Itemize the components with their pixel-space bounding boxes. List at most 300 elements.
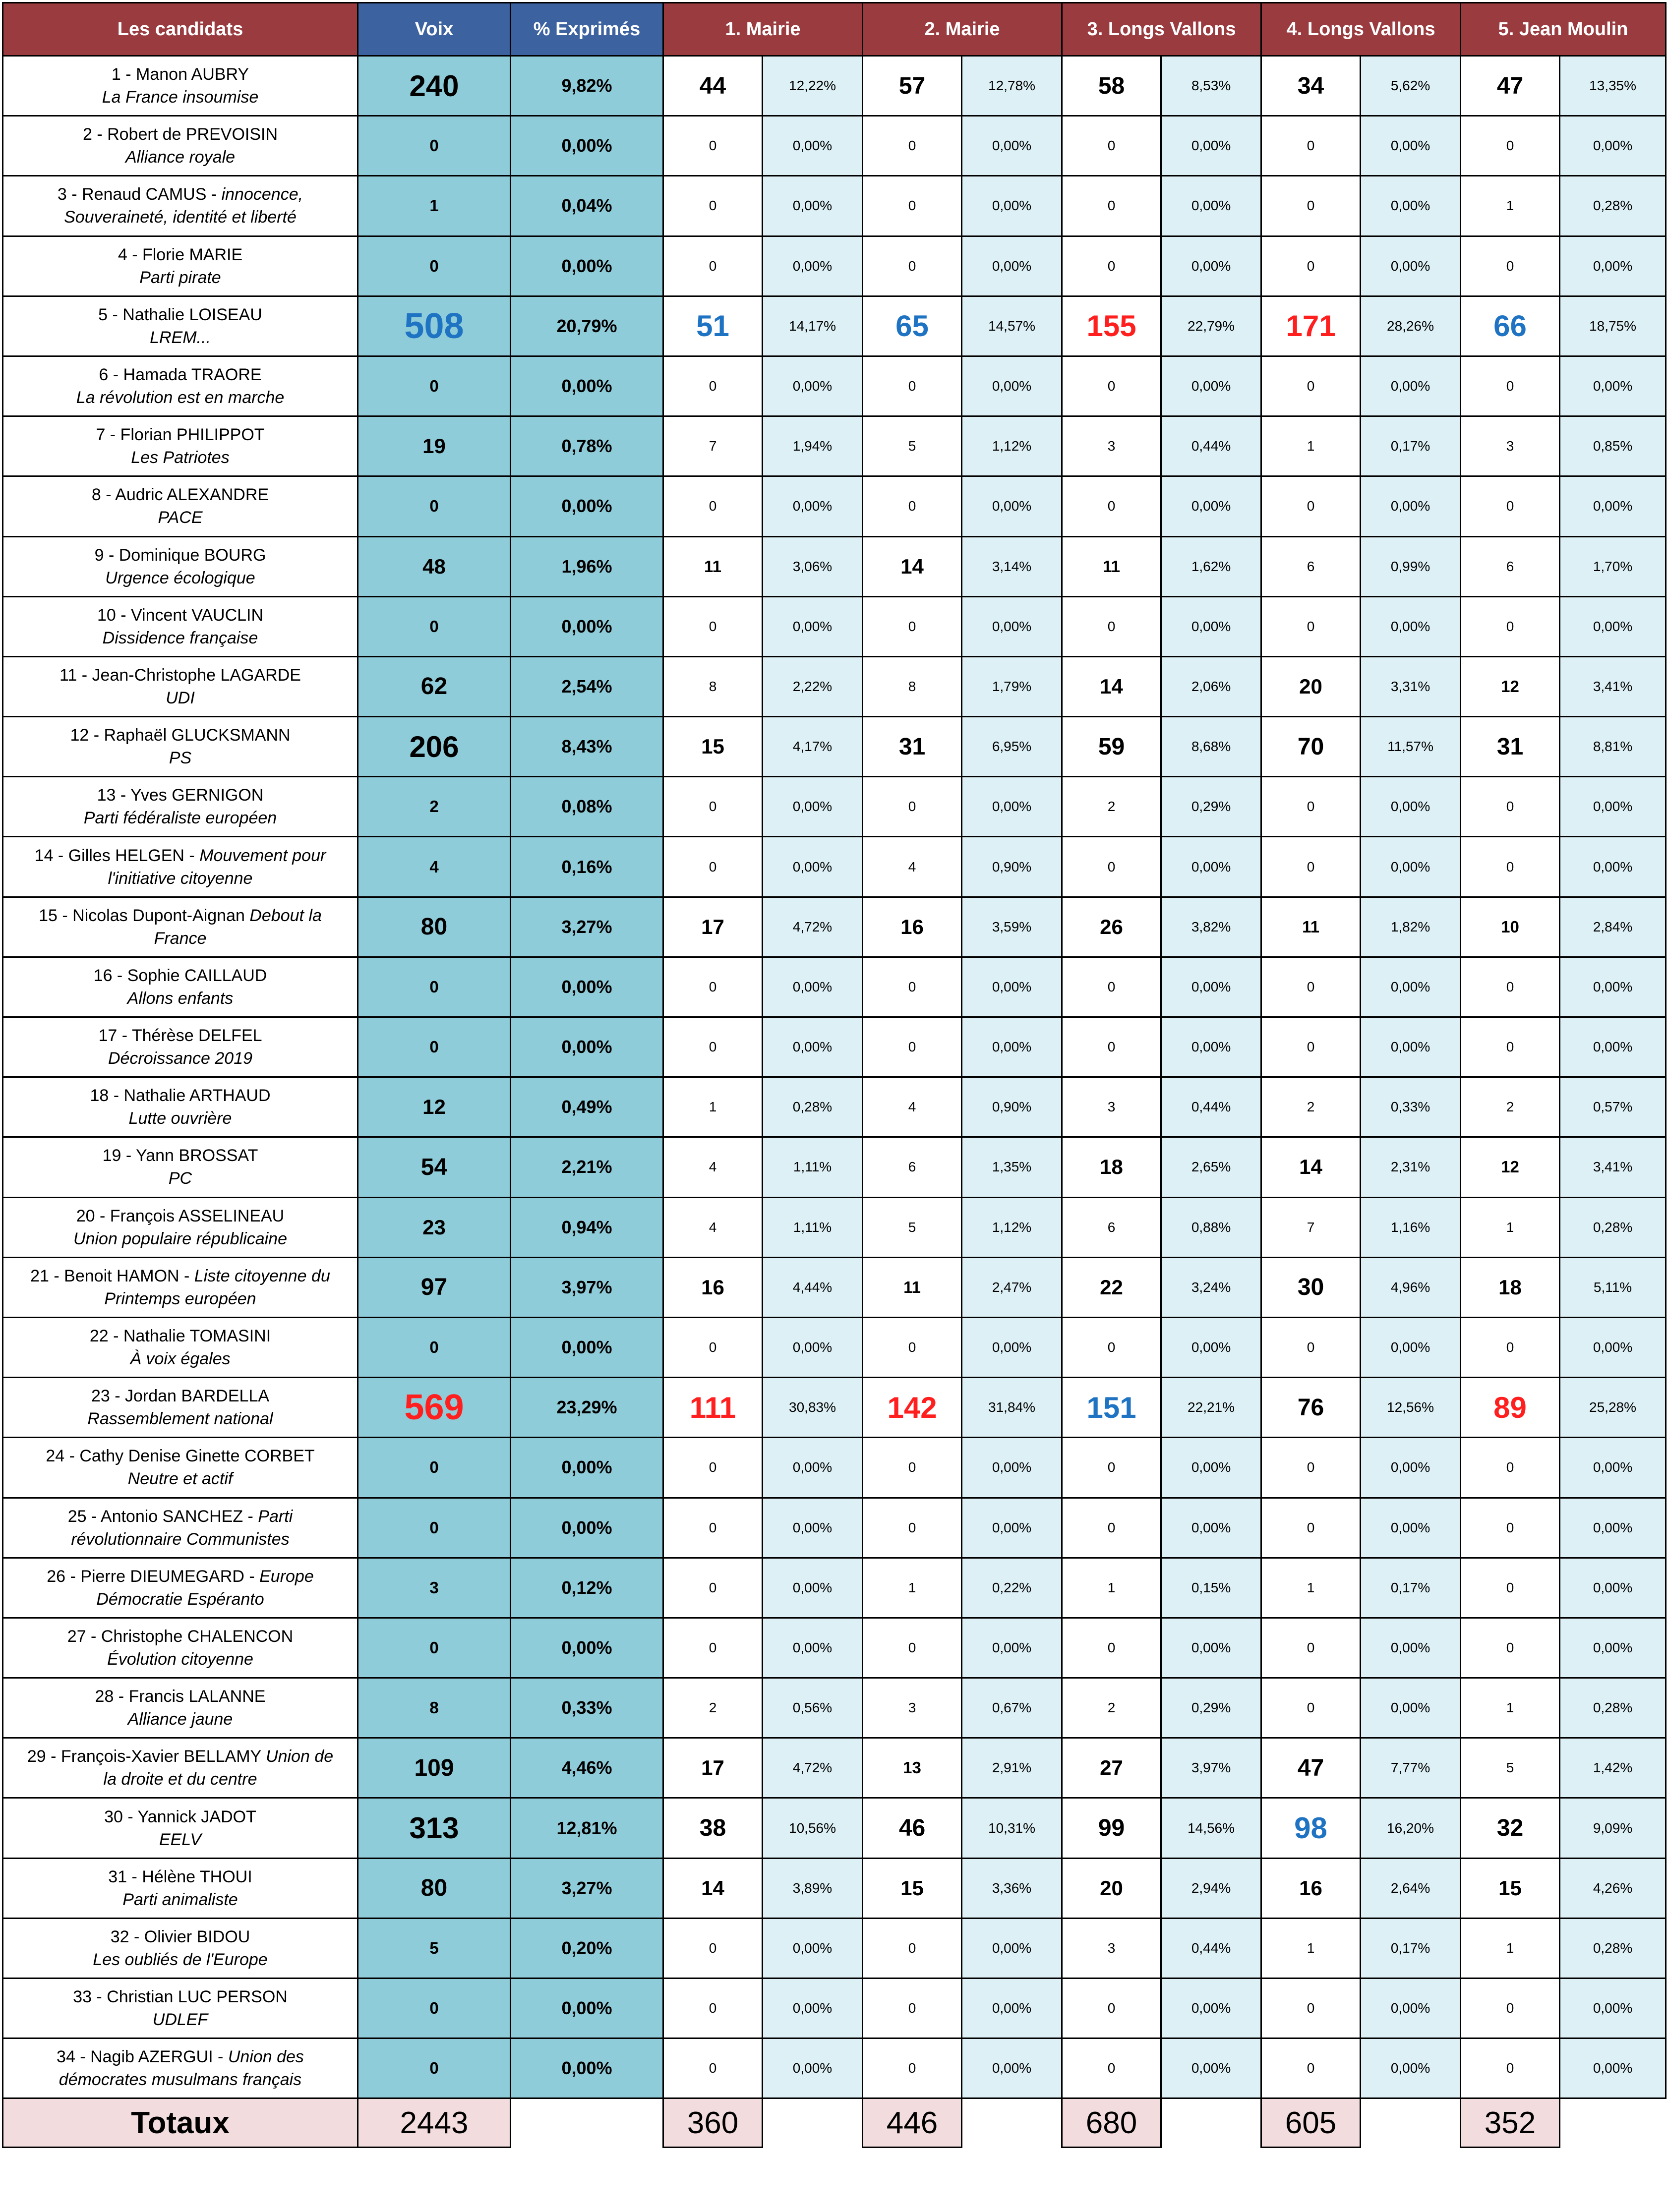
bureau-5-voix: 0 <box>1461 1558 1560 1618</box>
candidate-name-text: 30 - Yannick JADOT <box>104 1807 256 1826</box>
bureau-5-voix: 0 <box>1461 596 1560 656</box>
bureau-1-voix: 2 <box>663 1678 763 1738</box>
bureau-3-voix: 0 <box>1062 1438 1161 1498</box>
voix-value: 54 <box>358 1137 511 1197</box>
candidate-party: Neutre et actif <box>127 1469 233 1489</box>
bureau-5-pct: 0,00% <box>1560 837 1666 897</box>
bureau-2-pct: 0,00% <box>962 1317 1062 1377</box>
results-table <box>2 2 1667 2148</box>
bureau-1-voix: 0 <box>663 1017 763 1077</box>
pct-exprimes-value: 2,21% <box>511 1137 663 1197</box>
bureau-5-pct: 0,00% <box>1560 1438 1666 1498</box>
bureau-4-voix: 14 <box>1261 1137 1361 1197</box>
bureau-3-voix: 151 <box>1062 1378 1161 1438</box>
candidate-name-text: 20 - François ASSELINEAU <box>76 1206 285 1225</box>
bureau-3-pct: 0,29% <box>1161 777 1261 837</box>
header-voix[interactable]: Voix <box>358 3 511 56</box>
bureau-2-pct: 0,90% <box>962 1077 1062 1137</box>
candidate-name-text: 22 - Nathalie TOMASINI <box>89 1327 271 1346</box>
candidate-name <box>3 1805 357 1828</box>
candidate-name-text: 7 - Florian PHILIPPOT <box>96 425 265 445</box>
candidate-party: Démocratie Espéranto <box>96 1589 264 1609</box>
table-row <box>3 1558 1666 1618</box>
bureau-5-pct: 0,28% <box>1560 1678 1666 1738</box>
bureau-2-voix: 0 <box>863 1317 962 1377</box>
bureau-5-voix: 0 <box>1461 1979 1560 2038</box>
bureau-4-pct: 0,00% <box>1361 1438 1461 1498</box>
totals-voix: 2443 <box>358 2098 511 2148</box>
table-row <box>3 1257 1666 1317</box>
candidate-party: Parti pirate <box>139 268 221 287</box>
bureau-3-pct: 0,00% <box>1161 1498 1261 1558</box>
candidate-list-name: Europe <box>259 1567 314 1586</box>
bureau-2-voix: 0 <box>863 1918 962 1978</box>
bureau-3-pct: 3,24% <box>1161 1257 1261 1317</box>
bureau-4-voix: 47 <box>1261 1738 1361 1798</box>
bureau-3-voix: 11 <box>1062 536 1161 596</box>
bureau-3-voix: 26 <box>1062 897 1161 957</box>
bureau-5-voix: 66 <box>1461 296 1560 356</box>
candidate-party: démocrates musulmans français <box>59 2070 302 2090</box>
bureau-1-pct: 4,72% <box>763 1738 863 1798</box>
bureau-2-pct: 0,00% <box>962 176 1062 236</box>
bureau-3-voix: 0 <box>1062 236 1161 296</box>
candidate-party: PS <box>169 749 192 768</box>
bureau-3-voix: 3 <box>1062 1918 1161 1978</box>
bureau-4-voix: 34 <box>1261 56 1361 116</box>
candidate-name-text: 32 - Olivier BIDOU <box>110 1927 250 1946</box>
bureau-3-pct: 0,15% <box>1161 1558 1261 1618</box>
candidate-party: Union populaire républicaine <box>73 1229 287 1248</box>
pct-exprimes-value: 0,00% <box>511 356 663 416</box>
totals-spacer <box>511 2098 663 2148</box>
bureau-4-voix: 0 <box>1261 777 1361 837</box>
bureau-5-voix: 89 <box>1461 1378 1560 1438</box>
bureau-5-pct: 25,28% <box>1560 1378 1666 1438</box>
bureau-2-pct: 0,00% <box>962 1918 1062 1978</box>
candidate-name-text: 3 - Renaud CAMUS - <box>57 185 222 204</box>
bureau-1-pct: 1,11% <box>763 1197 863 1257</box>
bureau-3-voix: 3 <box>1062 1077 1161 1137</box>
table-row <box>3 1017 1666 1077</box>
bureau-1-pct: 0,56% <box>763 1678 863 1738</box>
bureau-1-pct: 0,00% <box>763 837 863 897</box>
candidate-party: révolutionnaire Communistes <box>71 1529 290 1549</box>
table-row <box>3 1137 1666 1197</box>
pct-exprimes-value: 3,27% <box>511 897 663 957</box>
bureau-1-voix: 0 <box>663 1918 763 1978</box>
bureau-5-voix: 5 <box>1461 1738 1560 1798</box>
candidate-name <box>3 724 357 747</box>
totals-bureau-4: 605 <box>1261 2098 1361 2148</box>
voix-value: 569 <box>358 1378 511 1438</box>
bureau-3-pct: 0,44% <box>1161 1077 1261 1137</box>
bureau-3-voix: 27 <box>1062 1738 1161 1798</box>
bureau-1-pct: 0,00% <box>763 1317 863 1377</box>
bureau-2-voix: 57 <box>863 56 962 116</box>
bureau-3-pct: 22,79% <box>1161 296 1261 356</box>
candidate-list-name: Union des <box>228 2047 304 2067</box>
bureau-5-pct: 0,00% <box>1560 1317 1666 1377</box>
candidate-name <box>3 844 357 867</box>
candidate-cell <box>3 1137 358 1197</box>
bureau-1-pct: 0,00% <box>763 236 863 296</box>
bureau-3-pct: 8,68% <box>1161 717 1261 777</box>
candidate-list-name: Union de <box>266 1747 334 1766</box>
candidate-cell <box>3 1077 358 1137</box>
bureau-2-voix: 46 <box>863 1798 962 1858</box>
bureau-1-voix: 38 <box>663 1798 763 1858</box>
bureau-3-voix: 0 <box>1062 1317 1161 1377</box>
candidate-name-text: 8 - Audric ALEXANDRE <box>91 485 269 505</box>
bureau-4-pct: 0,33% <box>1361 1077 1461 1137</box>
bureau-4-pct: 11,57% <box>1361 717 1461 777</box>
bureau-2-pct: 0,00% <box>962 1979 1062 2038</box>
pct-exprimes-value: 0,12% <box>511 1558 663 1618</box>
pct-exprimes-value: 0,00% <box>511 476 663 536</box>
bureau-2-voix: 6 <box>863 1137 962 1197</box>
bureau-1-pct: 0,00% <box>763 777 863 837</box>
bureau-2-pct: 10,31% <box>962 1798 1062 1858</box>
candidate-name <box>3 604 357 627</box>
bureau-1-voix: 0 <box>663 176 763 236</box>
table-row <box>3 717 1666 777</box>
candidate-name-text: 4 - Florie MARIE <box>118 245 243 264</box>
candidate-cell <box>3 777 358 837</box>
candidate-cell <box>3 1017 358 1077</box>
bureau-4-pct: 0,00% <box>1361 176 1461 236</box>
bureau-4-pct: 0,17% <box>1361 1918 1461 1978</box>
voix-value: 0 <box>358 596 511 656</box>
bureau-2-pct: 0,00% <box>962 236 1062 296</box>
table-row <box>3 296 1666 356</box>
bureau-4-pct: 0,00% <box>1361 777 1461 837</box>
bureau-5-pct: 0,00% <box>1560 1618 1666 1678</box>
pct-exprimes-value: 3,97% <box>511 1257 663 1317</box>
header-row <box>3 3 1666 56</box>
table-row <box>3 1738 1666 1798</box>
voix-value: 2 <box>358 777 511 837</box>
voix-value: 48 <box>358 536 511 596</box>
bureau-3-pct: 0,29% <box>1161 1678 1261 1738</box>
candidate-name <box>3 1565 357 1588</box>
bureau-2-voix: 0 <box>863 957 962 1017</box>
candidate-name-text: 19 - Yann BROSSAT <box>102 1146 258 1165</box>
bureau-5-voix: 1 <box>1461 176 1560 236</box>
candidate-name-text: 15 - Nicolas Dupont-Aignan <box>39 906 250 925</box>
totals-label: Totaux <box>3 2098 358 2148</box>
header-bureau-5[interactable]: 5. Jean Moulin <box>1461 3 1666 56</box>
bureau-3-voix: 155 <box>1062 296 1161 356</box>
candidate-name <box>3 1205 357 1227</box>
bureau-3-voix: 3 <box>1062 416 1161 476</box>
bureau-5-voix: 0 <box>1461 1317 1560 1377</box>
bureau-5-pct: 1,70% <box>1560 536 1666 596</box>
bureau-1-voix: 0 <box>663 1438 763 1498</box>
candidate-list-name: Mouvement pour <box>199 846 326 865</box>
bureau-5-pct: 4,26% <box>1560 1858 1666 1918</box>
bureau-5-voix: 32 <box>1461 1798 1560 1858</box>
bureau-1-voix: 0 <box>663 1317 763 1377</box>
bureau-3-pct: 3,97% <box>1161 1738 1261 1798</box>
bureau-4-voix: 0 <box>1261 957 1361 1017</box>
bureau-2-voix: 0 <box>863 596 962 656</box>
bureau-5-voix: 0 <box>1461 1438 1560 1498</box>
bureau-4-pct: 0,00% <box>1361 236 1461 296</box>
bureau-1-voix: 44 <box>663 56 763 116</box>
header-pct-exprimes[interactable]: % Exprimés <box>511 3 663 56</box>
bureau-1-voix: 0 <box>663 596 763 656</box>
bureau-1-pct: 0,00% <box>763 1438 863 1498</box>
bureau-1-voix: 4 <box>663 1197 763 1257</box>
bureau-2-voix: 0 <box>863 1618 962 1678</box>
bureau-1-pct: 4,44% <box>763 1257 863 1317</box>
pct-exprimes-value: 0,00% <box>511 596 663 656</box>
bureau-2-voix: 0 <box>863 176 962 236</box>
totals-spacer <box>1361 2098 1461 2148</box>
bureau-5-pct: 0,00% <box>1560 1979 1666 2038</box>
bureau-4-pct: 5,62% <box>1361 56 1461 116</box>
candidate-name <box>3 123 357 146</box>
bureau-4-pct: 16,20% <box>1361 1798 1461 1858</box>
candidate-party: Rassemblement national <box>87 1409 273 1429</box>
bureau-1-pct: 0,00% <box>763 1979 863 2038</box>
candidate-name <box>3 1925 357 1948</box>
bureau-1-voix: 17 <box>663 1738 763 1798</box>
bureau-5-voix: 2 <box>1461 1077 1560 1137</box>
bureau-2-pct: 0,00% <box>962 596 1062 656</box>
candidate-cell <box>3 1438 358 1498</box>
candidate-name <box>3 1385 357 1407</box>
candidate-party: PACE <box>158 508 203 527</box>
candidate-cell <box>3 356 358 416</box>
totals-bureau-1: 360 <box>663 2098 763 2148</box>
bureau-4-pct: 3,31% <box>1361 656 1461 716</box>
bureau-4-voix: 0 <box>1261 236 1361 296</box>
header-bureau-3[interactable]: 3. Longs Vallons <box>1062 3 1261 56</box>
bureau-4-voix: 171 <box>1261 296 1361 356</box>
candidate-cell <box>3 1558 358 1618</box>
bureau-2-pct: 0,00% <box>962 1017 1062 1077</box>
bureau-2-voix: 0 <box>863 1979 962 2038</box>
pct-exprimes-value: 0,00% <box>511 116 663 176</box>
totals-bureau-3: 680 <box>1062 2098 1161 2148</box>
bureau-4-voix: 0 <box>1261 1017 1361 1077</box>
bureau-5-voix: 10 <box>1461 897 1560 957</box>
candidate-list-name: Debout la <box>249 906 322 925</box>
bureau-2-voix: 0 <box>863 777 962 837</box>
bureau-3-voix: 1 <box>1062 1558 1161 1618</box>
bureau-1-voix: 0 <box>663 1979 763 2038</box>
bureau-5-voix: 0 <box>1461 356 1560 416</box>
candidate-cell <box>3 536 358 596</box>
table-row <box>3 1918 1666 1978</box>
candidate-name <box>3 1325 357 1347</box>
bureau-5-pct: 0,28% <box>1560 1918 1666 1978</box>
bureau-3-voix: 0 <box>1062 596 1161 656</box>
bureau-4-pct: 1,82% <box>1361 897 1461 957</box>
bureau-5-pct: 1,42% <box>1560 1738 1666 1798</box>
bureau-4-pct: 0,17% <box>1361 416 1461 476</box>
pct-exprimes-value: 8,43% <box>511 717 663 777</box>
bureau-3-pct: 0,88% <box>1161 1197 1261 1257</box>
bureau-5-pct: 0,28% <box>1560 176 1666 236</box>
bureau-4-voix: 1 <box>1261 1918 1361 1978</box>
bureau-2-voix: 8 <box>863 656 962 716</box>
bureau-3-voix: 0 <box>1062 1017 1161 1077</box>
candidate-name-text: 11 - Jean-Christophe LAGARDE <box>60 665 301 685</box>
table-row <box>3 56 1666 116</box>
bureau-5-pct: 0,00% <box>1560 2038 1666 2098</box>
bureau-1-voix: 51 <box>663 296 763 356</box>
voix-value: 0 <box>358 116 511 176</box>
voix-value: 240 <box>358 56 511 116</box>
candidate-cell <box>3 596 358 656</box>
bureau-5-pct: 0,00% <box>1560 1017 1666 1077</box>
bureau-4-pct: 7,77% <box>1361 1738 1461 1798</box>
bureau-2-voix: 1 <box>863 1558 962 1618</box>
bureau-4-voix: 70 <box>1261 717 1361 777</box>
bureau-2-pct: 1,12% <box>962 1197 1062 1257</box>
candidate-party: Printemps européen <box>104 1289 256 1308</box>
candidate-party: La France insoumise <box>102 88 259 107</box>
bureau-4-voix: 7 <box>1261 1197 1361 1257</box>
pct-exprimes-value: 0,33% <box>511 1678 663 1738</box>
bureau-5-pct: 3,41% <box>1560 1137 1666 1197</box>
bureau-1-pct: 0,00% <box>763 596 863 656</box>
bureau-2-voix: 31 <box>863 717 962 777</box>
voix-value: 0 <box>358 1498 511 1558</box>
bureau-3-voix: 0 <box>1062 356 1161 416</box>
candidate-name-text: 24 - Cathy Denise Ginette CORBET <box>46 1447 315 1466</box>
bureau-1-voix: 0 <box>663 116 763 176</box>
header-bureau-2[interactable]: 2. Mairie <box>863 3 1062 56</box>
candidate-party: Dissidence française <box>102 628 258 647</box>
voix-value: 0 <box>358 1017 511 1077</box>
bureau-2-voix: 0 <box>863 476 962 536</box>
bureau-1-voix: 111 <box>663 1378 763 1438</box>
bureau-2-pct: 0,67% <box>962 1678 1062 1738</box>
bureau-3-voix: 58 <box>1062 56 1161 116</box>
bureau-5-pct: 0,00% <box>1560 777 1666 837</box>
bureau-2-voix: 0 <box>863 2038 962 2098</box>
bureau-1-pct: 3,06% <box>763 536 863 596</box>
bureau-1-pct: 4,17% <box>763 717 863 777</box>
table-row <box>3 2038 1666 2098</box>
table-row <box>3 356 1666 416</box>
bureau-1-voix: 0 <box>663 2038 763 2098</box>
bureau-2-pct: 0,00% <box>962 2038 1062 2098</box>
candidate-party: Parti animaliste <box>122 1890 238 1909</box>
candidate-name-text: 26 - Pierre DIEUMEGARD - <box>47 1567 260 1586</box>
bureau-5-voix: 47 <box>1461 56 1560 116</box>
candidate-name <box>3 1685 357 1708</box>
candidate-name <box>3 1144 357 1167</box>
bureau-4-pct: 28,26% <box>1361 296 1461 356</box>
bureau-1-pct: 0,00% <box>763 1017 863 1077</box>
candidate-list-name: Liste citoyenne du <box>194 1266 330 1285</box>
bureau-5-voix: 15 <box>1461 1858 1560 1918</box>
header-candidates[interactable]: Les candidats <box>3 3 358 56</box>
voix-value: 12 <box>358 1077 511 1137</box>
bureau-3-voix: 2 <box>1062 1678 1161 1738</box>
bureau-3-pct: 0,00% <box>1161 1438 1261 1498</box>
candidate-name <box>3 1985 357 2008</box>
bureau-4-pct: 0,00% <box>1361 1618 1461 1678</box>
candidate-name <box>3 1745 357 1768</box>
candidate-party: Allons enfants <box>127 989 234 1008</box>
candidate-cell <box>3 1197 358 1257</box>
bureau-5-voix: 18 <box>1461 1257 1560 1317</box>
candidate-name-text: 9 - Dominique BOURG <box>94 545 266 565</box>
bureau-2-pct: 0,00% <box>962 356 1062 416</box>
totals-spacer <box>763 2098 863 2148</box>
candidate-cell <box>3 116 358 176</box>
bureau-4-voix: 0 <box>1261 596 1361 656</box>
bureau-4-voix: 0 <box>1261 1317 1361 1377</box>
bureau-3-pct: 0,00% <box>1161 2038 1261 2098</box>
bureau-2-voix: 4 <box>863 1077 962 1137</box>
candidate-cell <box>3 2038 358 2098</box>
candidate-cell <box>3 1738 358 1798</box>
candidate-party: Les oubliés de l'Europe <box>93 1950 268 1969</box>
candidate-cell <box>3 1378 358 1438</box>
bureau-3-pct: 0,00% <box>1161 116 1261 176</box>
candidate-cell <box>3 656 358 716</box>
bureau-1-voix: 8 <box>663 656 763 716</box>
candidate-name <box>3 183 357 206</box>
header-bureau-1[interactable]: 1. Mairie <box>663 3 863 56</box>
bureau-1-pct: 14,17% <box>763 296 863 356</box>
header-bureau-4[interactable]: 4. Longs Vallons <box>1261 3 1461 56</box>
voix-value: 0 <box>358 1317 511 1377</box>
table-row <box>3 837 1666 897</box>
candidate-name <box>3 363 357 386</box>
candidate-cell <box>3 416 358 476</box>
bureau-4-voix: 16 <box>1261 1858 1361 1918</box>
candidate-cell <box>3 717 358 777</box>
bureau-4-pct: 0,00% <box>1361 596 1461 656</box>
pct-exprimes-value: 0,08% <box>511 777 663 837</box>
bureau-1-voix: 15 <box>663 717 763 777</box>
candidate-name-text: 23 - Jordan BARDELLA <box>91 1387 270 1406</box>
voix-value: 1 <box>358 176 511 236</box>
bureau-4-pct: 0,00% <box>1361 116 1461 176</box>
candidate-name-text: 28 - Francis LALANNE <box>95 1687 266 1706</box>
candidate-name <box>3 544 357 567</box>
pct-exprimes-value: 4,46% <box>511 1738 663 1798</box>
bureau-2-pct: 0,00% <box>962 1438 1062 1498</box>
bureau-3-pct: 2,65% <box>1161 1137 1261 1197</box>
candidate-cell <box>3 957 358 1017</box>
candidate-name <box>3 1865 357 1888</box>
bureau-4-pct: 0,00% <box>1361 476 1461 536</box>
pct-exprimes-value: 0,00% <box>511 1498 663 1558</box>
candidate-cell <box>3 1678 358 1738</box>
candidate-cell <box>3 1317 358 1377</box>
voix-value: 4 <box>358 837 511 897</box>
candidate-name <box>3 1084 357 1107</box>
bureau-3-voix: 0 <box>1062 1979 1161 2038</box>
bureau-5-voix: 3 <box>1461 416 1560 476</box>
candidate-cell <box>3 1498 358 1558</box>
candidate-party: Décroissance 2019 <box>108 1049 253 1068</box>
bureau-3-pct: 0,00% <box>1161 236 1261 296</box>
bureau-2-pct: 0,00% <box>962 957 1062 1017</box>
voix-value: 97 <box>358 1257 511 1317</box>
bureau-1-voix: 0 <box>663 1498 763 1558</box>
bureau-3-voix: 0 <box>1062 1618 1161 1678</box>
